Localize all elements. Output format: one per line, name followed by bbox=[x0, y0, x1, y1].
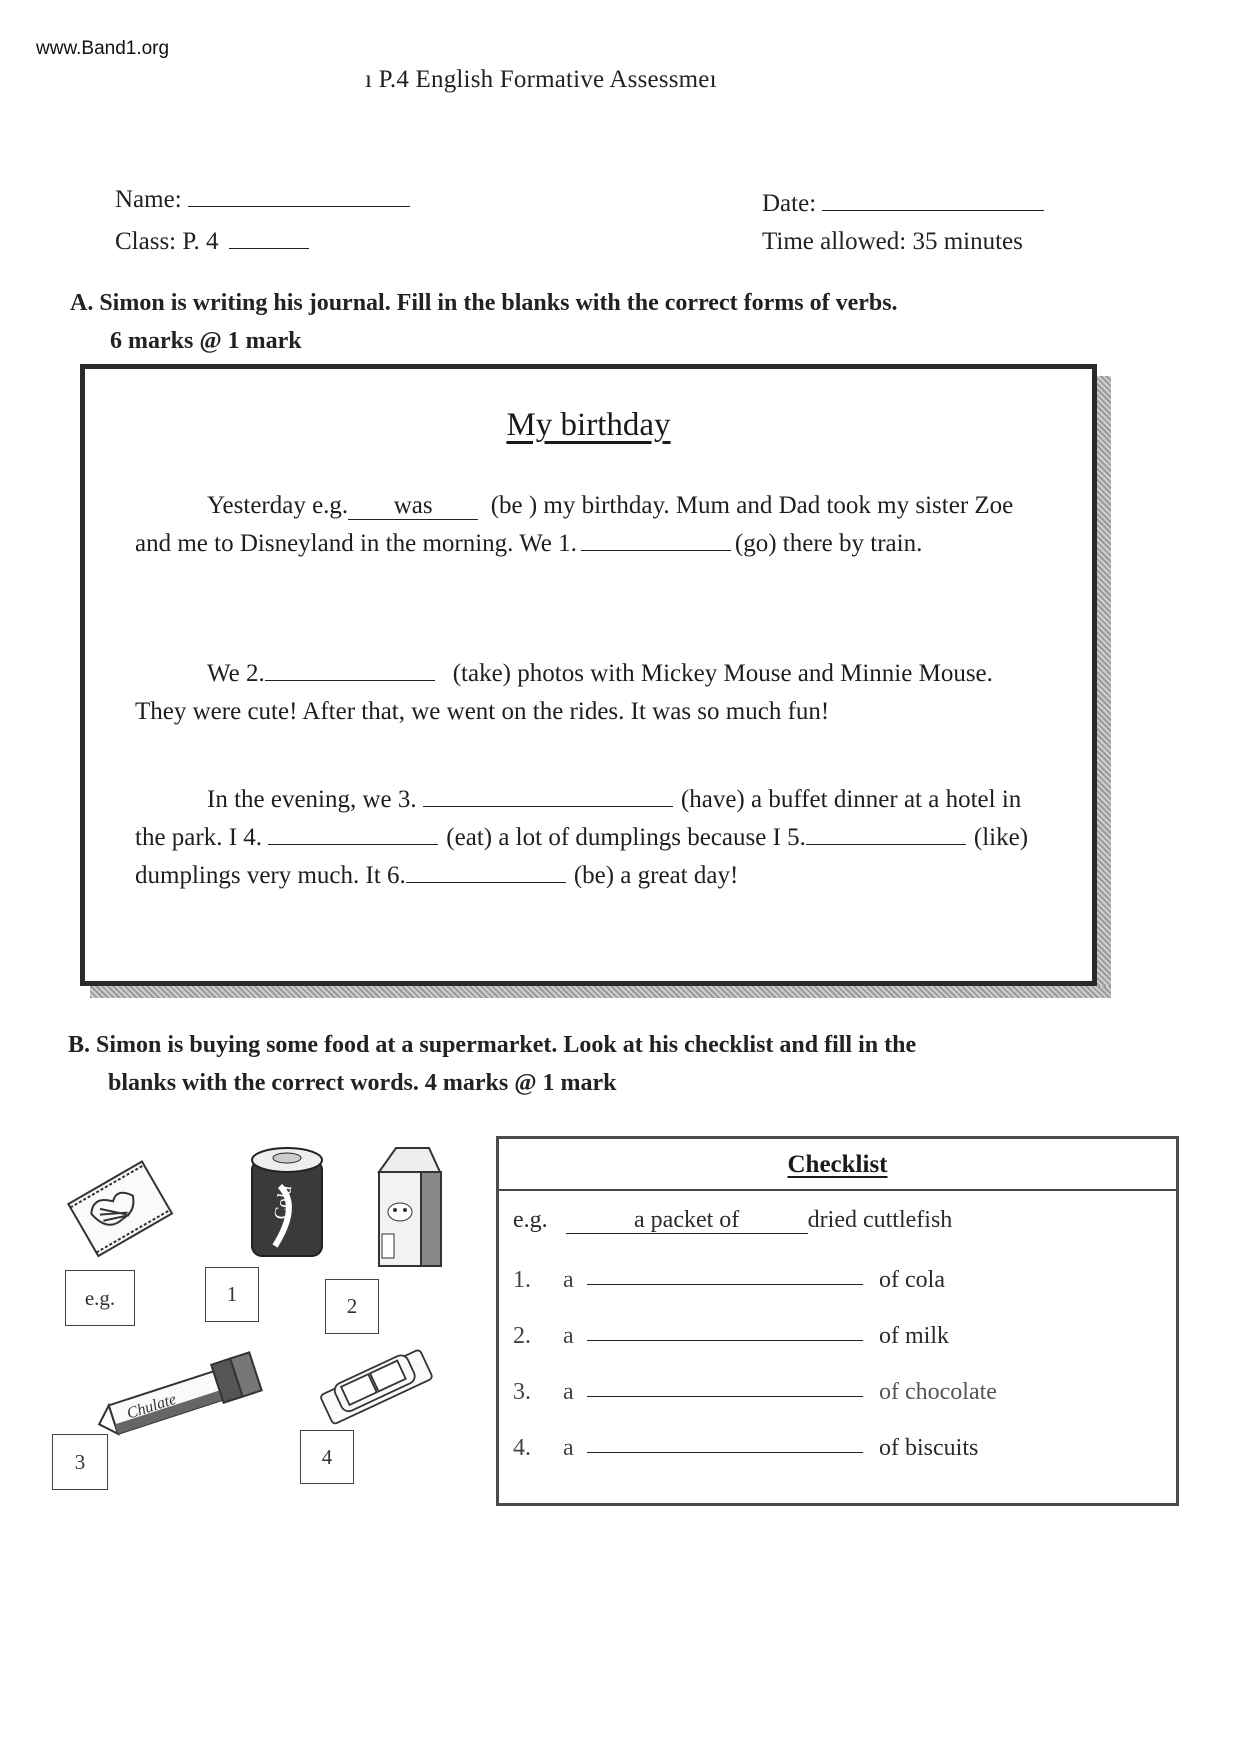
example-answer-blank: was bbox=[348, 493, 478, 520]
milk-carton-icon bbox=[374, 1142, 444, 1268]
journal-box bbox=[80, 364, 1097, 986]
watermark: www.Band1.org bbox=[36, 38, 170, 59]
name-field bbox=[115, 186, 410, 214]
row-item: of cola bbox=[879, 1267, 945, 1293]
blank-4[interactable] bbox=[268, 844, 438, 845]
blank-5[interactable] bbox=[806, 844, 966, 845]
checklist-box bbox=[496, 1136, 1179, 1506]
row-number: 1. bbox=[513, 1267, 531, 1293]
p1-text: (go) there by train. bbox=[734, 530, 923, 557]
section-a-marks: 6 marks @ 1 mark bbox=[110, 328, 302, 354]
row-article: a bbox=[563, 1323, 574, 1349]
checklist-row-4 bbox=[513, 1431, 978, 1465]
cola-can-icon bbox=[250, 1146, 324, 1262]
p3-text: (like) dumplings very much. It 6. bbox=[135, 824, 1029, 889]
blank-6[interactable] bbox=[406, 882, 566, 883]
section-a-instruction bbox=[70, 284, 1170, 360]
p2-text: We 2. bbox=[207, 660, 265, 687]
chocolate-bar-icon bbox=[90, 1358, 270, 1438]
box-shadow bbox=[90, 986, 1111, 998]
p3-text: (have) a buffet dinner at a hotel in the park. I 4. bbox=[135, 786, 1022, 851]
section-b-instruction bbox=[68, 1026, 1188, 1102]
row-number: 3. bbox=[513, 1379, 531, 1405]
story-title bbox=[85, 407, 1092, 444]
date-blank[interactable] bbox=[822, 209, 1044, 211]
date-label: Date: bbox=[762, 190, 817, 217]
name-label: Name: bbox=[115, 186, 182, 213]
section-b-marks: blanks with the correct words. 4 marks @ 1 mark bbox=[108, 1070, 617, 1096]
row-number: 2. bbox=[513, 1323, 531, 1349]
blank-1[interactable] bbox=[581, 550, 731, 551]
row-item: of milk bbox=[879, 1323, 949, 1349]
row-item: of chocolate bbox=[879, 1379, 997, 1405]
svg-text:Cola: Cola bbox=[269, 1183, 296, 1221]
p1-text: Yesterday e.g. bbox=[207, 492, 349, 519]
picture-label-eg: e.g. bbox=[65, 1270, 135, 1326]
class-blank[interactable] bbox=[229, 247, 309, 249]
p3-text: In the evening, we 3. bbox=[207, 786, 417, 813]
example-item: dried cuttlefish bbox=[807, 1207, 953, 1233]
blank-2[interactable] bbox=[265, 680, 435, 681]
name-blank[interactable] bbox=[188, 205, 410, 207]
class-label: Class: P. 4 bbox=[115, 228, 219, 255]
checklist-row-2 bbox=[513, 1319, 949, 1353]
row-article: a bbox=[563, 1435, 574, 1461]
section-a-instruction-text: A. Simon is writing his journal. Fill in the blanks with the correct forms of verbs. bbox=[70, 290, 898, 316]
document-title: ı P.4 English Formative Assessmeı bbox=[365, 66, 717, 93]
p2-text: (take) photos with Mickey Mouse and Minnie Mouse. They were cute! After that, we went on the rides. It was so much fun! bbox=[135, 660, 993, 725]
time-allowed: Time allowed: 35 minutes bbox=[762, 228, 1023, 255]
section-b-instruction-text: B. Simon is buying some food at a supermarket. Look at his checklist and fill in the bbox=[68, 1032, 917, 1058]
example-prefix: e.g. bbox=[513, 1207, 548, 1233]
checklist-example-row bbox=[513, 1203, 952, 1237]
checklist-row-3 bbox=[513, 1375, 997, 1409]
blank-3[interactable] bbox=[423, 806, 673, 807]
row-item: of biscuits bbox=[879, 1435, 979, 1461]
picture-label-3: 3 bbox=[52, 1434, 108, 1490]
row-article: a bbox=[563, 1267, 574, 1293]
picture-label-4: 4 bbox=[300, 1430, 354, 1484]
date-field bbox=[762, 190, 1044, 218]
checklist-title-text: Checklist bbox=[787, 1151, 888, 1178]
paragraph-1 bbox=[135, 487, 1045, 563]
picture-label-1: 1 bbox=[205, 1267, 259, 1322]
biscuits-packet-icon bbox=[316, 1346, 436, 1426]
dried-cuttlefish-packet-icon bbox=[68, 1160, 168, 1260]
checklist-blank-3[interactable] bbox=[587, 1395, 863, 1397]
checklist-blank-2[interactable] bbox=[587, 1339, 863, 1341]
example-answer: a packet of bbox=[566, 1207, 808, 1234]
paragraph-3 bbox=[135, 781, 1045, 895]
picture-label-2: 2 bbox=[325, 1279, 379, 1334]
paragraph-2 bbox=[135, 655, 1045, 731]
box-shadow bbox=[1097, 376, 1111, 996]
p3-text: (be) a great day! bbox=[573, 862, 739, 889]
checklist-title bbox=[499, 1143, 1176, 1191]
svg-text:Chulate: Chulate bbox=[124, 1390, 179, 1423]
row-number: 4. bbox=[513, 1435, 531, 1461]
checklist-blank-4[interactable] bbox=[587, 1451, 863, 1453]
p1-text: (be ) my birthday. Mum and Dad took my sister Zoe and me to Disneyland in the morning. We 1. bbox=[135, 492, 1014, 557]
checklist-row-1 bbox=[513, 1263, 945, 1297]
checklist-blank-1[interactable] bbox=[587, 1283, 863, 1285]
p3-text: (eat) a lot of dumplings because I 5. bbox=[446, 824, 806, 851]
class-field bbox=[115, 228, 309, 256]
story-title-text: My birthday bbox=[506, 407, 671, 443]
row-article: a bbox=[563, 1379, 574, 1405]
